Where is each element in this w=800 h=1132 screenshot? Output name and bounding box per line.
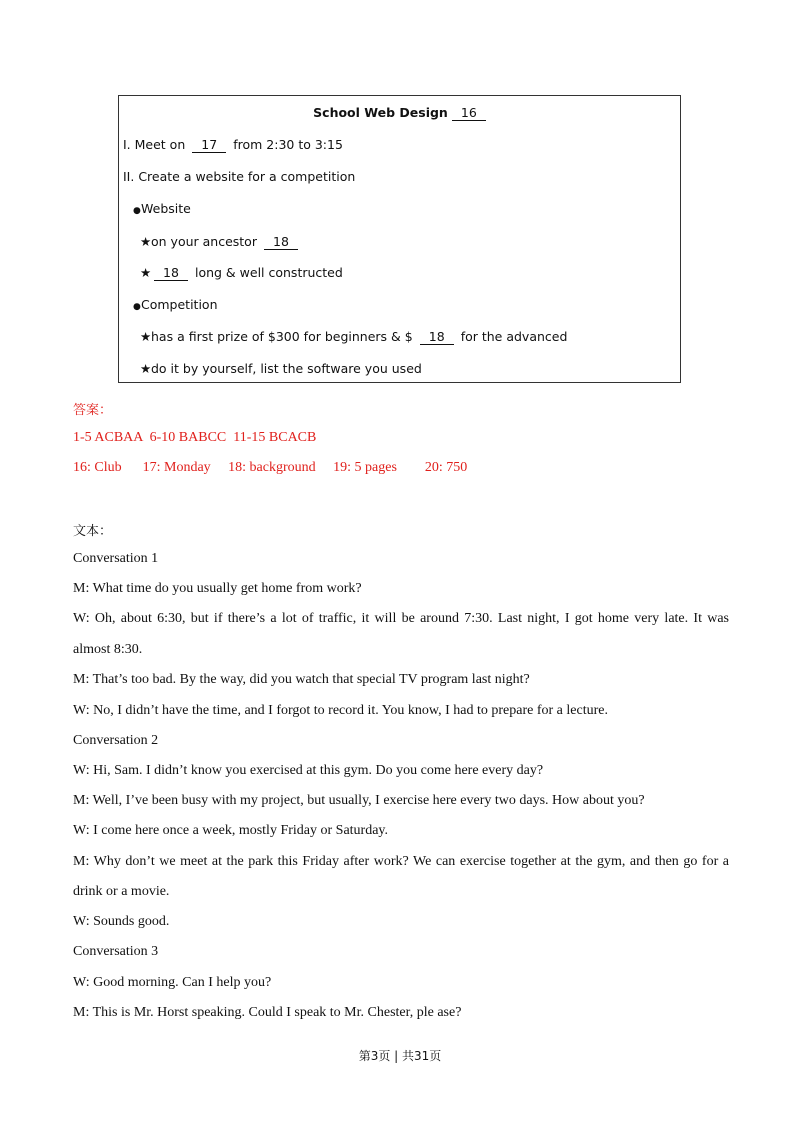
notes-item-website — [133, 201, 191, 216]
notes-line-create: II. Create a website for a competition — [123, 169, 356, 184]
transcript-line: W: No, I didn’t have the time, and I forgot to record it. You know, I had to prepare for a lecture. — [73, 703, 608, 718]
notes-line-meet — [123, 137, 343, 153]
notes-title — [119, 105, 680, 121]
software-label: do it by yourself, list the software you used — [151, 361, 422, 376]
bullet-dot-icon: ● — [133, 302, 141, 312]
notes-item-competition — [133, 297, 218, 312]
transcript-heading: 文本： — [73, 524, 113, 539]
transcript-line: W: Good morning. Can I help you? — [73, 975, 272, 990]
transcript-line: W: I come here once a week, mostly Friday or Saturday. — [73, 823, 389, 838]
ancestor-label: on your ancestor — [151, 234, 257, 249]
transcript-line: W: Hi, Sam. I didn’t know you exercised at this gym. Do you come here every day? — [73, 763, 544, 778]
blank-18a: 18 — [264, 235, 298, 250]
blank-17: 17 — [192, 138, 226, 153]
transcript-line: W: Sounds good. — [73, 914, 170, 929]
transcript-line: Conversation 2 — [73, 733, 159, 748]
notes-table — [118, 95, 681, 383]
competition-label: Competition — [141, 297, 218, 312]
transcript-line: M: That’s too bad. By the way, did you watch that special TV program last night? — [73, 672, 530, 687]
blank-16: 16 — [452, 106, 486, 121]
advanced-label: for the advanced — [460, 329, 568, 344]
star-icon: ★ — [140, 265, 152, 280]
transcript-line: drink or a movie. — [73, 884, 170, 899]
notes-competition-prize — [140, 329, 567, 345]
answers-line-2: 16: Club 17: Monday 18: background 19: 5 pages 20: 750 — [73, 460, 468, 475]
notes-competition-software — [140, 361, 422, 376]
transcript-line: Conversation 1 — [73, 551, 159, 566]
notes-website-ancestor — [140, 234, 301, 250]
notes-title-text: School Web Design — [313, 105, 448, 120]
transcript-line: W: Oh, about 6:30, but if there’s a lot of traffic, it will be around 7:30. Last night, I got home very late. It was — [73, 611, 729, 626]
bullet-dot-icon: ● — [133, 206, 141, 216]
meet-time: from 2:30 to 3:15 — [233, 137, 343, 152]
page-number: 第3页 | 共31页 — [358, 1049, 442, 1063]
blank-18b: 18 — [154, 266, 188, 281]
transcript-line: M: What time do you usually get home from work? — [73, 581, 362, 596]
length-label: long & well constructed — [194, 265, 343, 280]
transcript-line: almost 8:30. — [73, 642, 143, 657]
blank-18c: 18 — [420, 330, 454, 345]
answers-heading: 答案： — [73, 403, 113, 418]
notes-website-length — [140, 265, 343, 281]
answers-line-1: 1-5 ACBAA 6-10 BABCC 11-15 BCACB — [73, 430, 317, 445]
star-icon: ★ — [140, 361, 152, 376]
star-icon: ★ — [140, 234, 152, 249]
transcript-line: Conversation 3 — [73, 944, 159, 959]
transcript-line: M: Why don’t we meet at the park this Friday after work? We can exercise together at the gym, and then go for a — [73, 854, 729, 869]
prize-label: has a first prize of $300 for beginners & $ — [151, 329, 413, 344]
transcript-line: M: Well, I’ve been busy with my project, but usually, I exercise here every two days. How about you? — [73, 793, 645, 808]
star-icon: ★ — [140, 329, 152, 344]
meet-label: I. Meet on — [123, 137, 186, 152]
transcript-line: M: This is Mr. Horst speaking. Could I speak to Mr. Chester, ple ase? — [73, 1005, 462, 1020]
website-label: Website — [141, 201, 191, 216]
